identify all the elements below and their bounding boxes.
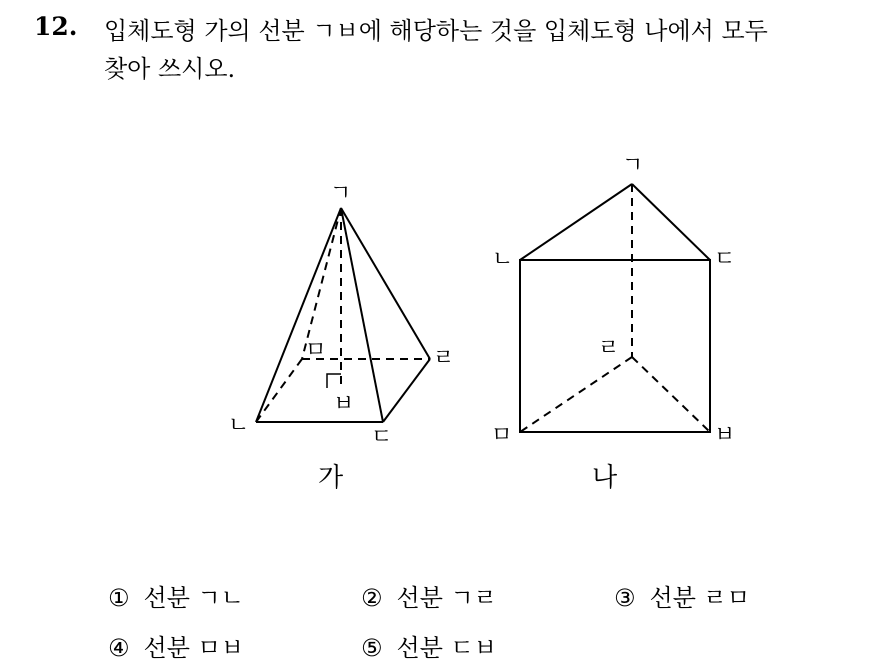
label-na-top: ㄱ — [622, 153, 644, 178]
pyramid-figure — [256, 208, 430, 422]
hidden-edge-apex-back-left — [302, 208, 341, 359]
label-ga-front-left: ㄴ — [228, 413, 250, 438]
prism-figure — [520, 184, 710, 432]
edge-top-left — [520, 184, 632, 260]
choice-1-text: 선분 ㄱㄴ — [143, 584, 244, 612]
hidden-edge-bottom-left — [520, 357, 632, 432]
hidden-edge-left — [256, 359, 302, 422]
choice-3-number: ③ — [614, 584, 636, 612]
edge-apex-front-right — [341, 208, 383, 422]
choice-4[interactable] — [108, 628, 244, 663]
edge-right — [383, 359, 430, 422]
right-angle-mark — [327, 374, 341, 388]
edge-top-right — [632, 184, 710, 260]
choice-2-number: ② — [361, 584, 383, 612]
choice-1[interactable] — [108, 578, 244, 613]
label-na-top-left: ㄴ — [492, 247, 514, 272]
choice-5-text: 선분 ㄷㅂ — [396, 634, 497, 662]
edge-apex-back-right — [341, 208, 430, 359]
question-number: 12. — [34, 12, 78, 41]
question-line-1: 입체도형 가의 선분 ㄱㅂ에 해당하는 것을 입체도형 나에서 모두 — [104, 17, 768, 45]
label-na-mid: ㄹ — [598, 336, 620, 361]
label-ga-back-right: ㄹ — [433, 346, 455, 371]
prism-labels — [491, 153, 735, 493]
label-ga-back-left: ㅁ — [305, 338, 327, 363]
label-na-bottom-left: ㅁ — [491, 423, 513, 448]
label-ga-front-right: ㄷ — [371, 425, 393, 450]
choice-3[interactable] — [614, 578, 750, 613]
choice-2-text: 선분 ㄱㄹ — [396, 584, 497, 612]
edge-apex-front-left — [256, 208, 341, 422]
hidden-edge-bottom-right — [632, 357, 710, 432]
choice-4-number: ④ — [108, 634, 130, 662]
question-line-2: 찾아 쓰시오. — [104, 55, 236, 83]
label-ga-top: ㄱ — [330, 181, 352, 206]
choice-4-text: 선분 ㅁㅂ — [143, 634, 244, 662]
choice-2[interactable] — [361, 578, 497, 613]
choice-5-number: ⑤ — [361, 634, 383, 662]
caption-na: 나 — [592, 463, 618, 493]
label-ga-foot: ㅂ — [333, 392, 355, 417]
choice-5[interactable] — [361, 628, 497, 663]
label-na-bottom-right: ㅂ — [714, 423, 736, 448]
choice-3-text: 선분 ㄹㅁ — [649, 584, 750, 612]
label-na-top-right: ㄷ — [714, 247, 736, 272]
choice-1-number: ① — [108, 584, 130, 612]
caption-ga: 가 — [318, 463, 344, 493]
